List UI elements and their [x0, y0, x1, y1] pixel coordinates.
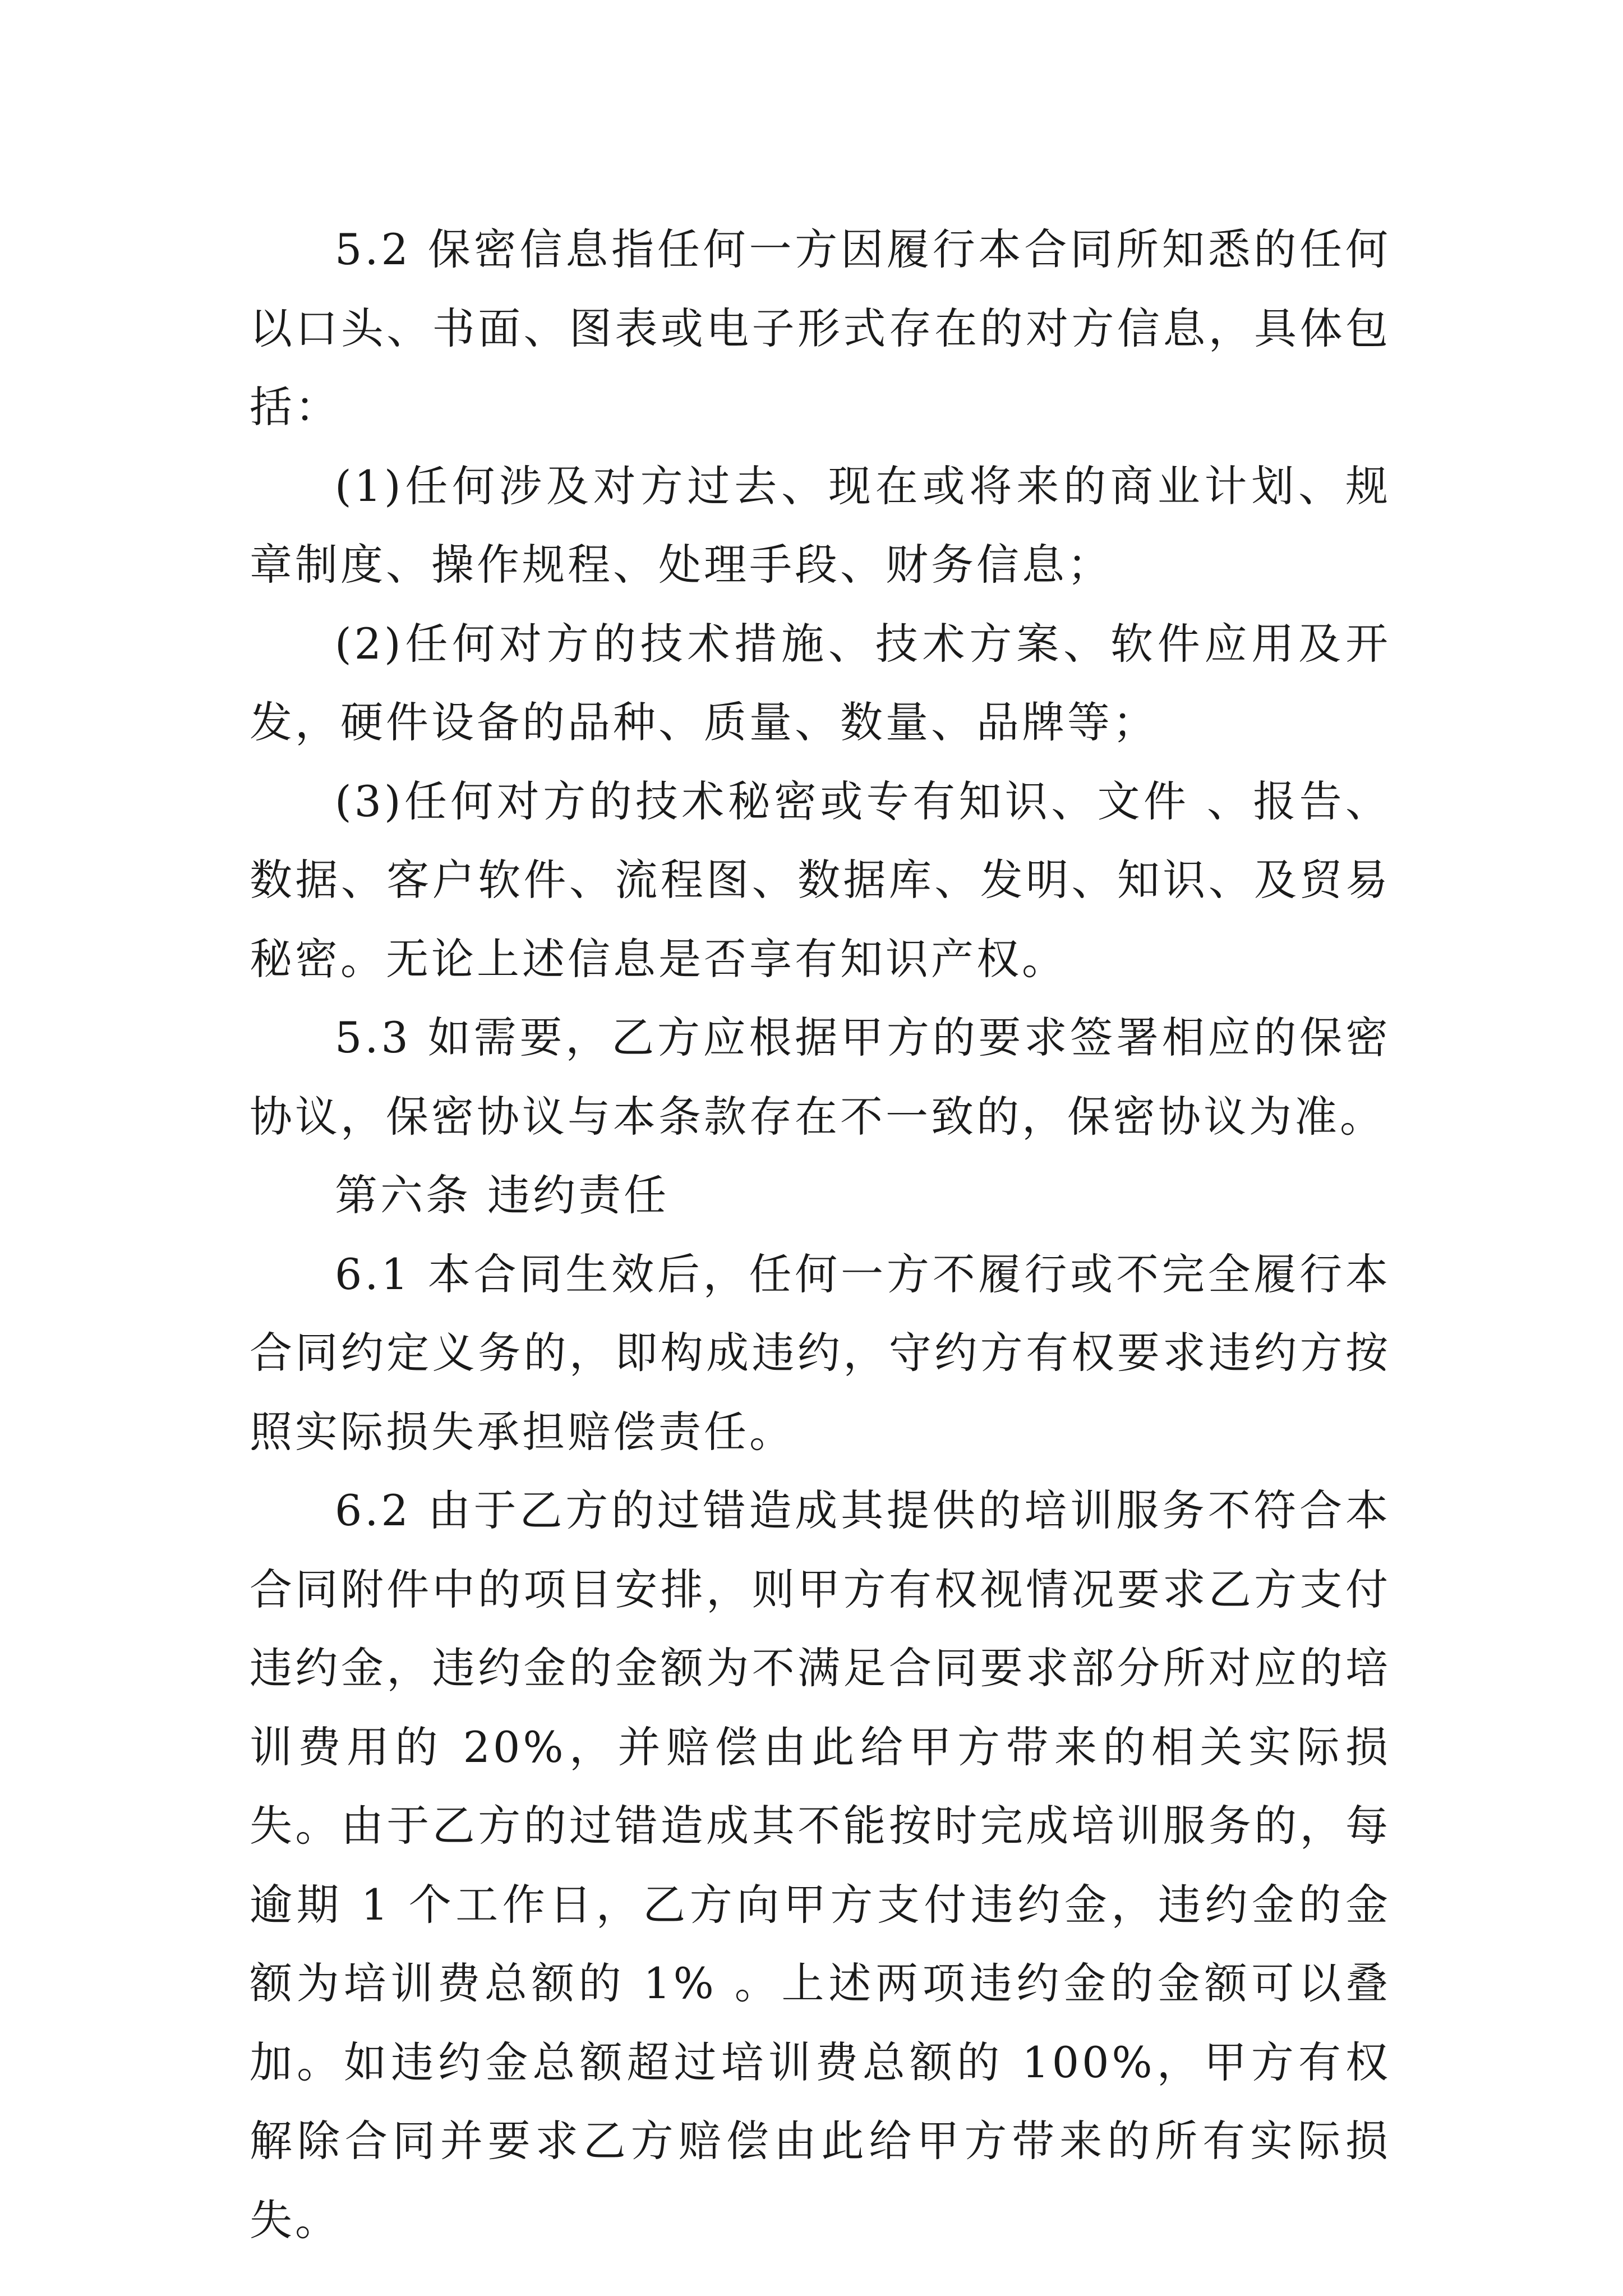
- paragraph-5-2-item-3: (3)任何对方的技术秘密或专有知识、文件 、报告、数据、客户软件、流程图、数据库、发明、知识、及贸易秘密。无论上述信息是否享有知识产权。: [250, 776, 1391, 984]
- paragraph-6-1: 6.1 本合同生效后，任何一方不履行或不完全履行本合同约定义务的，即构成违约，守约方有权要求违约方按照实际损失承担赔偿责任。: [250, 1249, 1391, 1457]
- section-heading-article-6: 第六条 违约责任: [335, 1170, 670, 1220]
- paragraph-5-2: 5.2 保密信息指任何一方因履行本合同所知悉的任何以口头、书面、图表或电子形式存在的对方信息，具体包括：: [250, 224, 1391, 432]
- paragraph-5-2-item-1: (1)任何涉及对方过去、现在或将来的商业计划、规章制度、操作规程、处理手段、财务信息；: [250, 461, 1391, 590]
- document-body: [250, 210, 1391, 2260]
- paragraph-5-2-item-2: (2)任何对方的技术措施、技术方案、软件应用及开发，硬件设备的品种、质量、数量、品牌等；: [250, 618, 1391, 747]
- paragraph-5-3: 5.3 如需要，乙方应根据甲方的要求签署相应的保密协议，保密协议与本条款存在不一致的，保密协议为准。: [250, 1013, 1391, 1142]
- paragraph-6-2: 6.2 由于乙方的过错造成其提供的培训服务不符合本合同附件中的项目安排，则甲方有权视情况要求乙方支付违约金，违约金的金额为不满足合同要求部分所对应的培训费用的 20%，并赔偿由此给甲方带来的相关实际损失。由于乙方的过错造成其不能按时完成培训服务的，每逾期 1 个工作日，乙方向甲方支付违约金，违约金的金额为培训费总额的 1% 。上述两项违约金的金额可以叠加。如违约金总额超过培训费总额的 100%，甲方有权解除合同并要求乙方赔偿由此给甲方带来的所有实际损失。: [250, 1485, 1391, 2245]
